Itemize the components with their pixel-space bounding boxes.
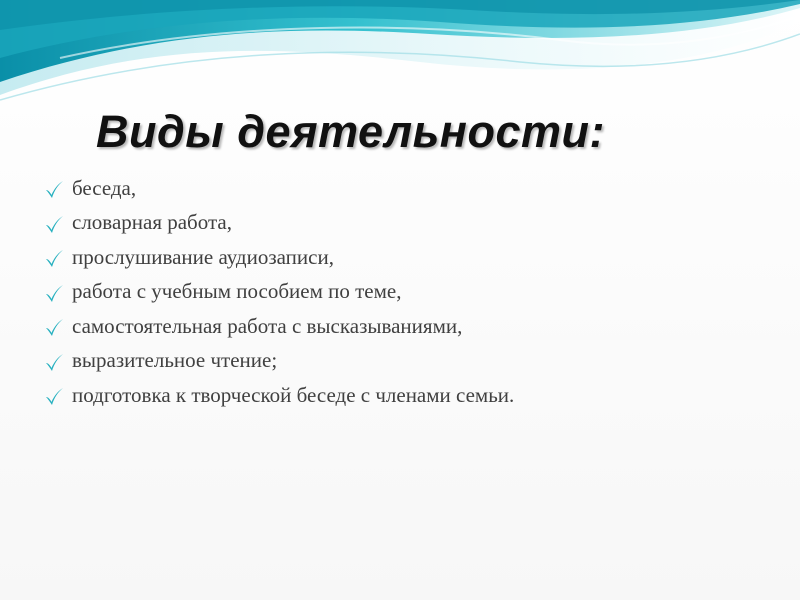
checkmark-icon — [44, 249, 64, 269]
list-item-text: словарная работа, — [72, 210, 232, 235]
list-item — [44, 378, 514, 413]
checkmark-icon — [44, 284, 64, 304]
checkmark-icon — [44, 180, 64, 200]
checkmark-icon — [44, 318, 64, 338]
list-item — [44, 344, 514, 379]
activity-list — [44, 171, 514, 413]
checkmark-icon — [44, 215, 64, 235]
list-item — [44, 171, 514, 206]
list-item — [44, 309, 514, 344]
checkmark-icon — [44, 353, 64, 373]
slide-title: Виды деятельности: — [96, 106, 605, 157]
checkmark-icon — [44, 387, 64, 407]
list-item-text: беседа, — [72, 175, 137, 200]
list-item-text: подготовка к творческой беседе с членами семьи. — [72, 382, 515, 407]
list-item-text: прослушивание аудиозаписи, — [72, 244, 334, 269]
wave-decoration — [0, 0, 800, 110]
list-item — [44, 275, 514, 310]
list-item-text: выразительное чтение; — [72, 348, 278, 373]
list-item-text: работа с учебным пособием по теме, — [72, 279, 402, 304]
list-item — [44, 206, 514, 241]
list-item-text: самостоятельная работа с высказываниями, — [72, 313, 463, 338]
list-item — [44, 240, 514, 275]
